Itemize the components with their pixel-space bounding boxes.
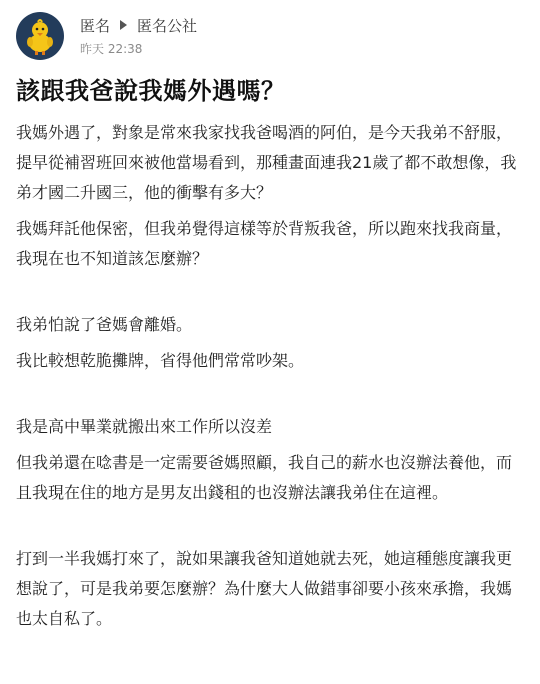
paragraph-gap [16,514,524,544]
post-time: 昨天 22:38 [80,42,143,56]
board-name[interactable]: 匿名公社 [137,16,198,35]
post-header [16,12,197,60]
body-paragraph-6: 但我弟還在唸書是一定需要爸媽照顧，我自己的薪水也沒辦法養他，而且我現在住的地方是男友出錢租的也沒辦法讓我弟住在這裡。 [16,453,513,502]
body-paragraph-5: 我是高中畢業就搬出來工作所以沒差 [16,417,273,436]
body-paragraph-2: 我媽拜託他保密，但我弟覺得這樣等於背叛我爸，所以跑來找我商量，我現在也不知道該怎麼辦？ [16,219,513,268]
body-paragraph-4: 我比較想乾脆攤牌，省得他們常常吵架。 [16,351,305,370]
body-paragraph-1: 我媽外遇了，對象是常來我家找我爸喝酒的阿伯，是今天我弟不舒服，提早從補習班回來被他當場看到，那種畫面連我21歲了都不敢想像，我弟才國二升國三，他的衝擊有多大？ [16,123,517,202]
author-board-row [80,14,197,36]
duck-avatar-icon[interactable] [16,12,64,60]
author-name[interactable]: 匿名 [80,16,111,35]
post-body [16,118,524,640]
duck-icon [16,12,64,60]
paragraph-gap [16,280,524,310]
right-arrow-icon [120,20,127,30]
body-paragraph-7: 打到一半我媽打來了，說如果讓我爸知道她就去死，她這種態度讓我更想說了，可是我弟要怎麼辦？為什麼大人做錯事卻要小孩來承擔，我媽也太自私了。 [16,549,513,628]
post-meta [80,12,197,57]
body-paragraph-3: 我弟怕說了爸媽會離婚。 [16,315,193,334]
post-title: 該跟我爸說我媽外遇嗎？ [16,77,286,105]
paragraph-gap [16,382,524,412]
